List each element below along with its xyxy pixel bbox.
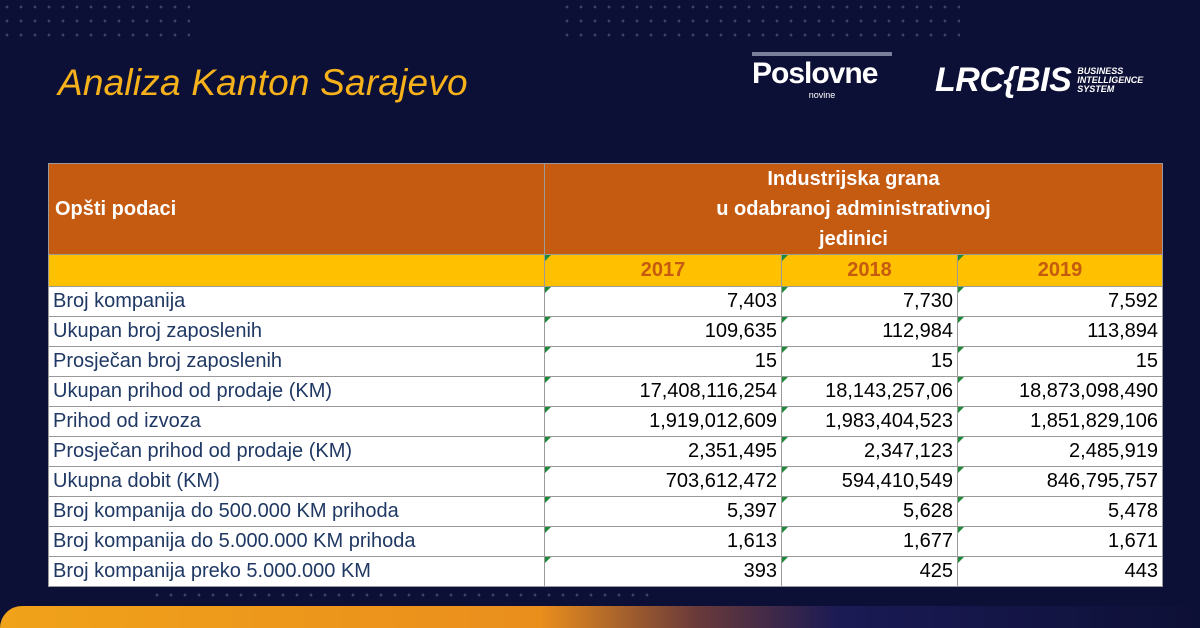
year-header-2019: 2019 — [958, 255, 1163, 287]
header-general-data: Opšti podaci — [49, 164, 545, 255]
bottom-decorative-stripe — [0, 606, 1200, 628]
row-label: Prihod od izvoza — [49, 407, 545, 437]
row-value: 5,397 — [545, 497, 782, 527]
cell-marker — [545, 557, 551, 563]
cell-marker — [958, 497, 964, 503]
cell-marker — [958, 377, 964, 383]
year-header-row — [49, 255, 1163, 287]
table-row — [49, 377, 1163, 407]
row-label: Broj kompanija — [49, 287, 545, 317]
row-value: 15 — [958, 347, 1163, 377]
cell-marker — [782, 377, 788, 383]
row-label: Ukupna dobit (KM) — [49, 467, 545, 497]
table-row — [49, 287, 1163, 317]
row-value: 425 — [782, 557, 958, 587]
row-value: 7,730 — [782, 287, 958, 317]
row-value: 18,873,098,490 — [958, 377, 1163, 407]
cell-marker — [782, 467, 788, 473]
cell-marker — [782, 255, 788, 261]
cell-marker — [782, 497, 788, 503]
cell-marker — [545, 437, 551, 443]
row-value: 7,592 — [958, 287, 1163, 317]
row-value: 1,919,012,609 — [545, 407, 782, 437]
cell-marker — [782, 437, 788, 443]
row-value: 15 — [782, 347, 958, 377]
data-table — [48, 163, 1163, 587]
poslovne-logo-sub: novine — [808, 90, 836, 100]
cell-marker — [958, 437, 964, 443]
row-value: 846,795,757 — [958, 467, 1163, 497]
cell-marker — [545, 317, 551, 323]
table-row — [49, 317, 1163, 347]
cell-marker — [545, 347, 551, 353]
poslovne-logo — [752, 52, 897, 108]
table-row — [49, 497, 1163, 527]
decorative-dots — [560, 0, 960, 40]
cell-marker — [782, 527, 788, 533]
cell-marker — [958, 467, 964, 473]
table-row — [49, 527, 1163, 557]
lrc-logo-sub: BUSINESS INTELLIGENCE SYSTEM — [1077, 65, 1144, 94]
cell-marker — [545, 527, 551, 533]
table-header-row — [49, 164, 1163, 255]
table-row — [49, 347, 1163, 377]
year-header-blank — [49, 255, 545, 287]
cell-marker — [782, 317, 788, 323]
row-value: 393 — [545, 557, 782, 587]
poslovne-logo-word: Poslovne — [752, 57, 878, 90]
row-label: Ukupan prihod od prodaje (KM) — [49, 377, 545, 407]
row-label: Broj kompanija do 500.000 KM prihoda — [49, 497, 545, 527]
row-label: Ukupan broj zaposlenih — [49, 317, 545, 347]
cell-marker — [545, 377, 551, 383]
cell-marker — [958, 255, 964, 261]
row-value: 703,612,472 — [545, 467, 782, 497]
row-label: Prosječan prihod od prodaje (KM) — [49, 437, 545, 467]
row-value: 5,628 — [782, 497, 958, 527]
cell-marker — [545, 407, 551, 413]
lrc-logo-word: LRC{BIS — [935, 60, 1072, 99]
cell-marker — [958, 347, 964, 353]
row-value: 2,347,123 — [782, 437, 958, 467]
cell-marker — [782, 407, 788, 413]
cell-marker — [782, 287, 788, 293]
year-header-2018: 2018 — [782, 255, 958, 287]
row-value: 1,677 — [782, 527, 958, 557]
row-value: 1,851,829,106 — [958, 407, 1163, 437]
row-value: 113,894 — [958, 317, 1163, 347]
table-row — [49, 467, 1163, 497]
row-value: 15 — [545, 347, 782, 377]
cell-marker — [958, 287, 964, 293]
row-value: 112,984 — [782, 317, 958, 347]
logo-bar — [752, 52, 892, 56]
cell-marker — [545, 287, 551, 293]
cell-marker — [545, 467, 551, 473]
cell-marker — [958, 407, 964, 413]
cell-marker — [958, 557, 964, 563]
cell-marker — [782, 347, 788, 353]
cell-marker — [958, 527, 964, 533]
row-label: Broj kompanija preko 5.000.000 KM — [49, 557, 545, 587]
row-value: 109,635 — [545, 317, 782, 347]
row-value: 443 — [958, 557, 1163, 587]
row-value: 2,485,919 — [958, 437, 1163, 467]
cell-marker — [545, 255, 551, 261]
row-value: 18,143,257,06 — [782, 377, 958, 407]
row-value: 5,478 — [958, 497, 1163, 527]
row-value: 594,410,549 — [782, 467, 958, 497]
table-row — [49, 557, 1163, 587]
cell-marker — [545, 497, 551, 503]
row-value: 1,983,404,523 — [782, 407, 958, 437]
table-row — [49, 407, 1163, 437]
decorative-dots — [0, 0, 190, 40]
lrc-bis-logo — [935, 60, 1143, 100]
cell-marker — [782, 557, 788, 563]
row-value: 2,351,495 — [545, 437, 782, 467]
row-value: 17,408,116,254 — [545, 377, 782, 407]
row-value: 1,613 — [545, 527, 782, 557]
year-header-2017: 2017 — [545, 255, 782, 287]
row-label: Broj kompanija do 5.000.000 KM prihoda — [49, 527, 545, 557]
table-row — [49, 437, 1163, 467]
page-title: Analiza Kanton Sarajevo — [58, 62, 468, 103]
header-industry-group: Industrijska grana u odabranoj administrativnoj jedinici — [545, 164, 1163, 255]
row-label: Prosječan broj zaposlenih — [49, 347, 545, 377]
row-value: 7,403 — [545, 287, 782, 317]
row-value: 1,671 — [958, 527, 1163, 557]
cell-marker — [958, 317, 964, 323]
